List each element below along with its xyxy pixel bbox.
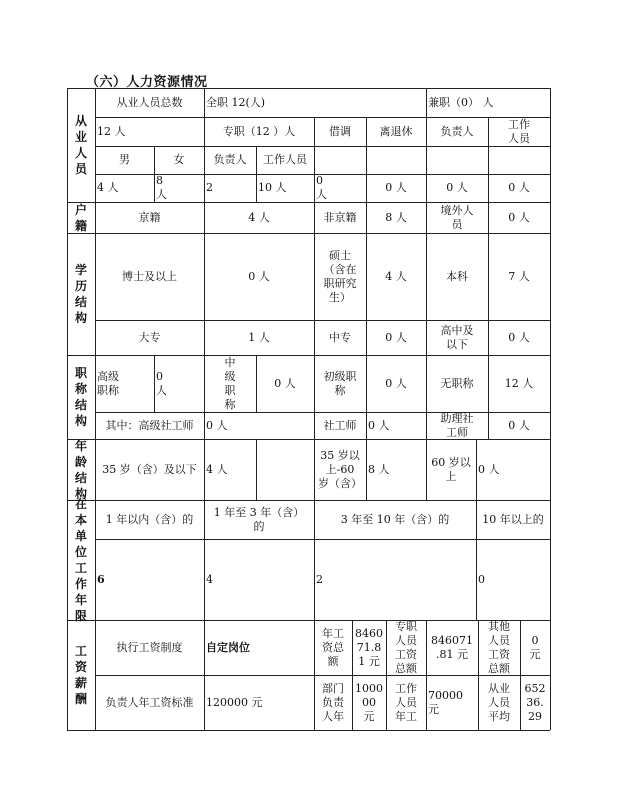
edu-bachelor: 本科 [446, 269, 468, 283]
salary-average-value: 652 36. 29 [524, 681, 546, 723]
staff-retired: 离退休 [379, 124, 413, 138]
section-salary: 工 资 薪 酬 [74, 644, 87, 706]
age-35-60: 35 岁以 上-60 岁（含） [318, 448, 362, 490]
staff-male: 男 [119, 153, 130, 166]
salary-system-value: 自定岗位 [206, 640, 250, 654]
staff-gongzuo-sub: 工作人员 [263, 153, 307, 166]
rank-senior-sw-value: 0 人 [206, 418, 228, 432]
rank-sw-value: 0 人 [368, 418, 390, 432]
tenure-10y-plus: 10 年以上的 [482, 512, 544, 526]
rank-none-value: 12 人 [504, 376, 534, 390]
staff-zhuanzhi: 专职（12 ）人 [222, 124, 296, 138]
salary-average: 从业 人员 平均 [488, 681, 510, 723]
salary-total-value: 8460 71.8 1 元 [355, 626, 383, 668]
age-35-60-value: 8 人 [368, 462, 390, 476]
staff-gongzuo-value: 10 人 [258, 181, 287, 194]
edu-secondary-value: 0 人 [385, 330, 407, 344]
staff-fuzeren2-value: 0 人 [446, 181, 468, 194]
tenure-1-3y-value: 4 [206, 572, 213, 586]
staff-gongzuo: 工作 人员 [508, 117, 530, 145]
rank-middle-value: 0 人 [274, 376, 296, 390]
staff-total-label: 从业人员总数 [116, 95, 183, 109]
rank-junior: 初级职 称 [323, 369, 357, 397]
section-age: 年 龄 结 构 [74, 438, 87, 501]
staff-male-value: 4 人 [97, 181, 119, 194]
huji-nonlocal-value: 8 人 [385, 210, 407, 224]
huji-nonlocal: 非京籍 [323, 210, 357, 224]
rank-senior: 高级 职称 [97, 369, 119, 397]
tenure-3-10y: 3 年至 10 年（含）的 [340, 512, 450, 526]
rank-middle: 中 级 职 称 [224, 355, 236, 411]
edu-secondary: 中专 [329, 330, 351, 344]
age-35-below-value: 4 人 [206, 462, 228, 476]
section-title: （六）人力资源情况 [86, 75, 208, 90]
staff-gongzuo2-value: 0 人 [508, 181, 530, 194]
salary-dept-head: 部门 负责 人年 [322, 681, 344, 723]
staff-jiediao: 借调 [329, 124, 351, 138]
salary-system: 执行工资制度 [116, 640, 183, 654]
staff-retired-value: 0 人 [385, 181, 407, 194]
staff-female-value: 8 人 [156, 174, 167, 201]
tenure-1-3y: 1 年至 3 年（含） 的 [213, 505, 305, 533]
age-60-above-value: 0 人 [478, 462, 500, 476]
staff-jiediao-value: 0 人 [316, 174, 327, 201]
rank-none: 无职称 [440, 376, 474, 390]
staff-parttime: 兼职（0） 人 [428, 95, 494, 109]
edu-bachelor-value: 7 人 [508, 269, 530, 283]
edu-college: 大专 [138, 330, 161, 344]
edu-doctor-value: 0 人 [248, 269, 270, 283]
salary-fulltime-total-value: 846071 .81 元 [431, 633, 473, 661]
salary-worker: 工作 人员 年工 [395, 681, 417, 723]
rank-asst-sw-value: 0 人 [508, 418, 530, 432]
salary-worker-value: 70000 元 [428, 688, 463, 716]
edu-highschool-value: 0 人 [508, 330, 530, 344]
grid-line [550, 88, 551, 730]
salary-other-total: 其他 人员 工资 总额 [488, 619, 510, 675]
salary-head-standard: 负责人年工资标准 [105, 695, 194, 709]
salary-head-standard-value: 120000 元 [206, 695, 263, 709]
section-tenure: 在 本 单 位 工 作 年 限 [74, 497, 87, 623]
huji-local-value: 4 人 [248, 210, 270, 224]
staff-fulltime: 全职 12(人) [206, 95, 266, 109]
salary-other-total-value: 0 元 [529, 633, 541, 661]
salary-fulltime-total: 专职 人员 工资 总额 [395, 619, 417, 675]
rank-asst-sw: 助理社 工师 [440, 411, 474, 439]
rank-junior-value: 0 人 [385, 376, 407, 390]
staff-female: 女 [173, 153, 185, 166]
section-education: 学 历 结 构 [74, 263, 87, 325]
age-35-below: 35 岁（含）及以下 [102, 462, 197, 476]
age-60-above: 60 岁以 上 [431, 455, 471, 483]
staff-fuzeren: 负责人 [440, 124, 474, 138]
tenure-10y-plus-value: 0 [478, 572, 485, 586]
section-staff: 从 业 人 员 [74, 114, 87, 176]
staff-total-value: 12 人 [97, 124, 126, 138]
grid-line [256, 439, 257, 500]
salary-dept-head-value: 1000 00 元 [355, 681, 383, 723]
edu-doctor: 博士及以上 [122, 269, 177, 283]
grid-line [67, 730, 550, 731]
staff-fuzeren-value: 2 [206, 181, 213, 194]
rank-sw: 社工师 [323, 418, 357, 432]
tenure-1y-value: 6 [97, 572, 105, 586]
salary-total: 年工 资总 额 [322, 626, 344, 668]
section-title-rank: 职 称 结 构 [74, 366, 87, 428]
tenure-1y: 1 年以内（含）的 [105, 512, 194, 526]
huji-local: 京籍 [138, 210, 161, 224]
edu-highschool: 高中及 以下 [440, 323, 474, 351]
huji-abroad: 境外人 员 [440, 203, 474, 231]
staff-fuzeren-sub: 负责人 [213, 153, 247, 166]
rank-senior-sw: 其中：高级社工师 [105, 418, 194, 432]
edu-master-value: 4 人 [385, 269, 407, 283]
huji-abroad-value: 0 人 [508, 210, 530, 224]
rank-senior-value: 0 人 [156, 369, 167, 397]
tenure-3-10y-value: 2 [316, 572, 323, 586]
edu-master: 硕士 （含在 职研究 生） [323, 248, 357, 304]
section-huji: 户 籍 [74, 202, 87, 233]
edu-college-value: 1 人 [248, 330, 270, 344]
